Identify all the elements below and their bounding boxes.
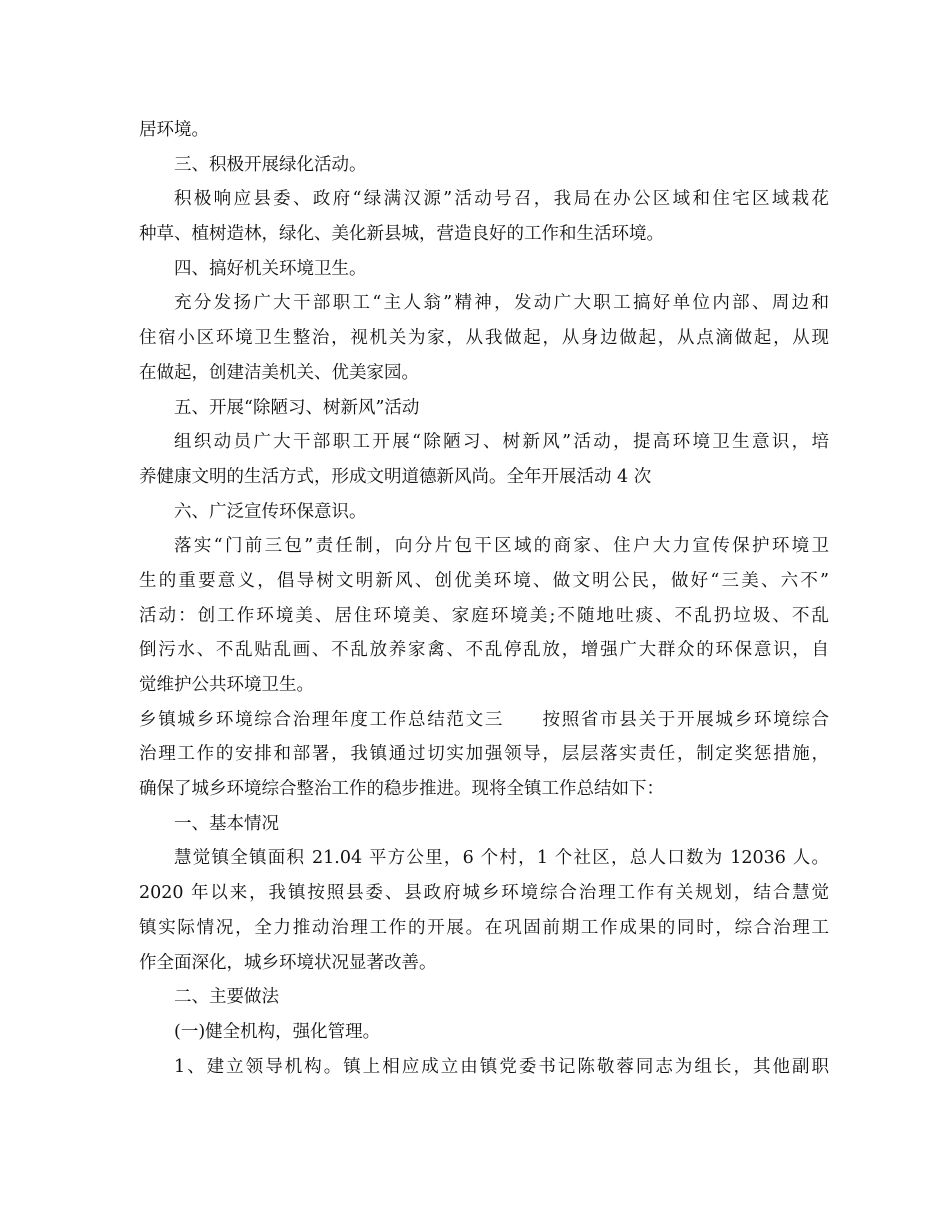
text-line: 落实“门前三包”责任制，向分片包干区域的商家、住户大力宣传保护环境卫 xyxy=(174,536,829,557)
text-line: 确保了城乡环境综合整治工作的稳步推进。现将全镇工作总结如下： xyxy=(139,779,664,800)
text-line: 种草、植树造林，绿化、美化新县城，营造良好的工作和生活环境。 xyxy=(139,224,664,245)
text-line: 治理工作的安排和部署，我镇通过切实加强领导，层层落实责任，制定奖惩措施， xyxy=(139,744,829,765)
section-heading: 四、搞好机关环境卫生。 xyxy=(174,258,367,279)
text-line: 1、建立领导机构。镇上相应成立由镇党委书记陈敬蓉同志为组长，其他副职 xyxy=(174,1056,829,1077)
section-heading: 三、积极开展绿化活动。 xyxy=(174,154,367,175)
text-line: 在做起，创建洁美机关、优美家园。 xyxy=(139,362,419,383)
text-line: 生的重要意义，倡导树文明新风、创优美环境、做文明公民，做好“三美、六不” xyxy=(139,570,829,591)
text-line: 充分发扬广大干部职工“主人翁”精神，发动广大职工搞好单位内部、周边和 xyxy=(174,293,829,314)
document-body xyxy=(139,113,829,1084)
text-line: 住宿小区环境卫生整治，视机关为家，从我做起，从身边做起，从点滴做起，从现 xyxy=(139,328,829,349)
text-line: 养健康文明的生活方式，形成文明道德新风尚。全年开展活动 4 次 xyxy=(139,466,652,487)
article-title-line: 乡镇城乡环境综合治理年度工作总结范文三 按照省市县关于开展城乡环境综合 xyxy=(139,709,829,730)
text-line: 作全面深化，城乡环境状况显著改善。 xyxy=(139,952,437,973)
text-line: 组织动员广大干部职工开展“除陋习、树新风”活动，提高环境卫生意识，培 xyxy=(174,432,829,453)
text-line: 镇实际情况，全力推动治理工作的开展。在巩固前期工作成果的同时，综合治理工 xyxy=(139,917,829,938)
text-line: 活动：创工作环境美、居住环境美、家庭环境美;不随地吐痰、不乱扔垃圾、不乱 xyxy=(139,605,829,626)
text-line: 2020 年以来，我镇按照县委、县政府城乡环境综合治理工作有关规划，结合慧觉 xyxy=(139,883,829,904)
section-heading: 五、开展“除陋习、树新风”活动 xyxy=(174,397,420,418)
text-line: 积极响应县委、政府“绿满汉源”活动号召，我局在办公区域和住宅区域栽花 xyxy=(174,189,829,210)
section-heading: 六、广泛宣传环保意识。 xyxy=(174,501,367,522)
text-line: 倒污水、不乱贴乱画、不乱放养家禽、不乱停乱放，增强广大群众的环保意识，自 xyxy=(139,640,829,661)
text-line: 慧觉镇全镇面积 21.04 平方公里，6 个村，1 个社区，总人口数为 12036 人。 xyxy=(174,848,829,869)
text-line: 居环境。 xyxy=(139,120,209,140)
section-heading: 一、基本情况 xyxy=(174,813,279,834)
text-line: 觉维护公共环境卫生。 xyxy=(139,675,314,695)
subsection-heading: (一)健全机构，强化管理。 xyxy=(174,1021,381,1042)
section-heading: 二、主要做法 xyxy=(174,987,279,1008)
